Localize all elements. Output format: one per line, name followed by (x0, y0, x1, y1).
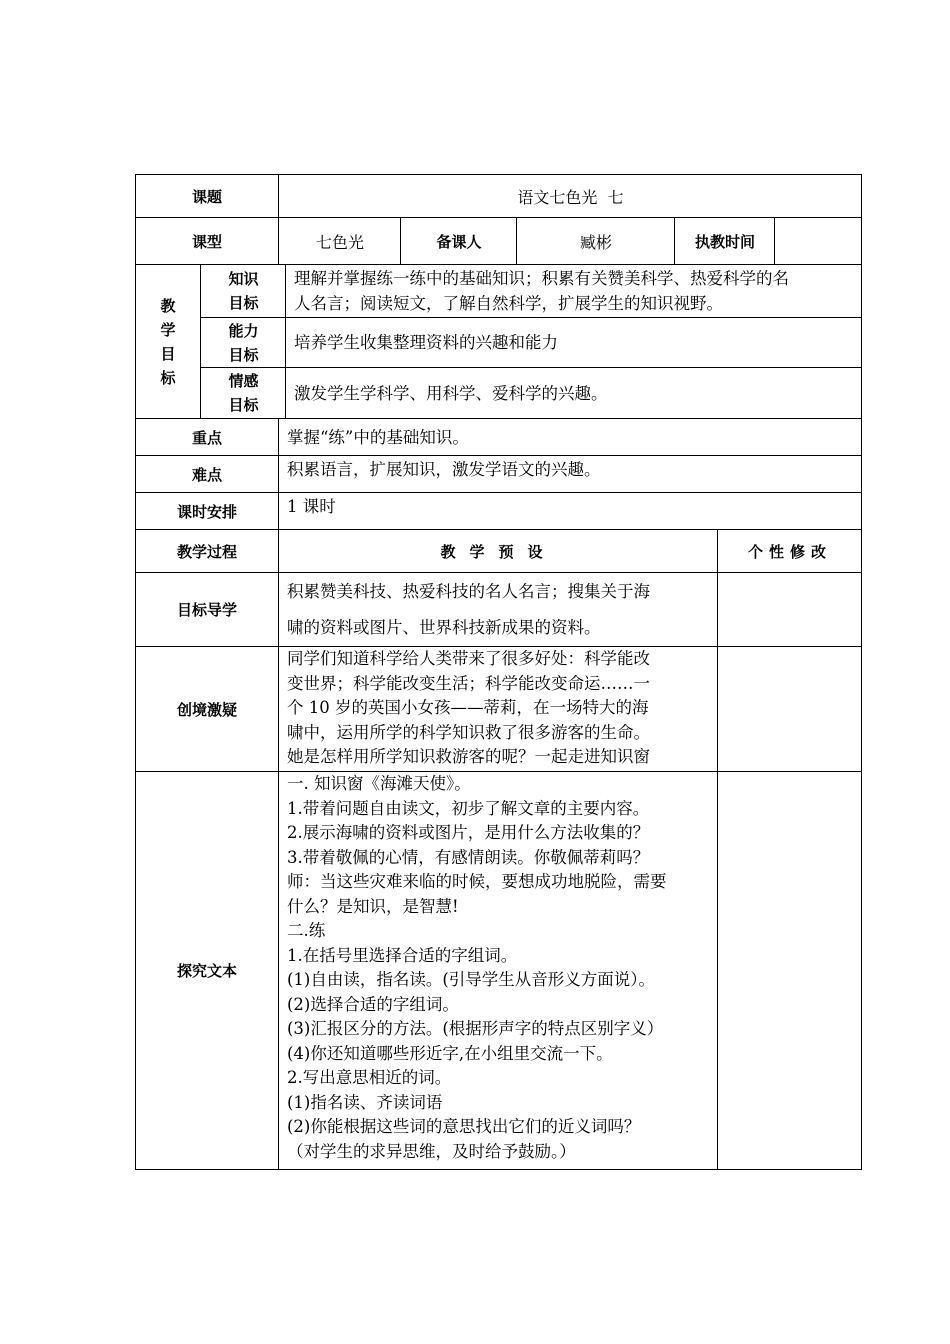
knowledge-goal-label (201, 264, 286, 318)
difficulty-text: 积累语言，扩展知识，激发学语文的兴趣。 (287, 460, 601, 479)
guide-label: 目标导学 (176, 601, 237, 619)
scene-text (279, 647, 718, 772)
ability-label-line: 能力 (228, 321, 259, 340)
emotion-goal-label (201, 367, 286, 419)
knowledge-goal-text (286, 266, 862, 318)
text-line: (2)你能根据这些词的意思找出它们的近义词吗？ (287, 1117, 641, 1136)
knowledge-label-line: 知识 (228, 270, 259, 288)
text-line: 师：当这些灾难来临的时候，要想成功地脱险，需要 (287, 872, 667, 891)
text-line: 变世界；科学能改变生活；科学能改变命运……一 (287, 673, 650, 693)
lesson-plan-table (135, 174, 862, 1170)
text-line: 3.带着敬佩的心情，有感情朗读。你敬佩蒂莉吗？ (287, 847, 650, 867)
schedule-text: 1 课时 (287, 497, 336, 516)
emotion-goal-text: 激发学生学科学、用科学、爱科学的兴趣。 (294, 383, 608, 403)
preparer-value: 臧彬 (579, 232, 612, 252)
design-header: 教学预设 (440, 542, 557, 561)
text-line: 1.带着问题自由读文，初步了解文章的主要内容。 (287, 798, 650, 818)
text-line: (3)汇报区分的方法。(根据形声字的特点区别字义） (287, 1019, 664, 1038)
modify-header: 个性修改 (747, 542, 832, 561)
text-line: 一. 知识窗《海滩天使》。 (287, 774, 471, 793)
explore-label: 探究文本 (176, 962, 237, 980)
teach-time-value (775, 217, 862, 265)
key-point-text: 掌握“练”中的基础知识。 (287, 427, 469, 447)
preparer-label: 备课人 (436, 232, 482, 251)
goals-char: 标 (160, 368, 176, 387)
guide-text (279, 572, 718, 647)
scene-label: 创境激疑 (176, 700, 237, 719)
text-line: 2.展示海啸的资料或图片，是用什么方法收集的？ (287, 823, 650, 842)
goals-char: 教 (160, 296, 176, 315)
process-label: 教学过程 (176, 542, 237, 561)
type-value: 七色光 (315, 232, 364, 252)
teach-time-label: 执教时间 (694, 232, 755, 251)
emotion-label-line: 目标 (228, 396, 259, 414)
text-line: 同学们知道科学给人类带来了很多好处：科学能改 (287, 649, 650, 668)
ability-label-line: 目标 (228, 345, 259, 364)
text-line: 理解并掌握练一练中的基础知识；积累有关赞美科学、热爱科学的名 (294, 269, 789, 288)
explore-text (279, 772, 718, 1169)
type-label: 课型 (191, 232, 222, 251)
text-line: (2)选择合适的字组词。 (287, 994, 459, 1014)
topic-value: 语文七色光 七 (517, 187, 624, 207)
difficulty-label: 难点 (191, 465, 222, 484)
text-line: 啸的资料或图片、世界科技新成果的资料。 (287, 618, 601, 637)
ability-goal-text: 培养学生收集整理资料的兴趣和能力 (294, 333, 558, 352)
text-line: (1)指名读、齐读词语 (287, 1092, 443, 1112)
knowledge-label-line: 目标 (228, 294, 259, 312)
text-line: 个 10 岁的英国小女孩——蒂莉，在一场特大的海 (287, 698, 649, 717)
goals-char: 目 (160, 344, 176, 363)
text-line: 什么？是知识，是智慧! (287, 896, 459, 916)
schedule-label: 课时安排 (176, 502, 237, 521)
topic-label: 课题 (191, 187, 222, 206)
text-line: 她是怎样用所学知识救游客的呢？一起走进知识窗 (287, 747, 650, 766)
text-line: （对学生的求异思维，及时给予鼓励。） (287, 1141, 576, 1161)
text-line: 二.练 (287, 921, 326, 940)
text-line: (4)你还知道哪些形近字,在小组里交流一下。 (287, 1043, 613, 1063)
text-line: (1)自由读，指名读。(引导学生从音形义方面说）。 (287, 970, 656, 989)
text-line: 2.写出意思相近的词。 (287, 1068, 452, 1087)
goals-char: 学 (160, 320, 176, 339)
text-line: 1.在括号里选择合适的字组词。 (287, 945, 518, 965)
text-line: 积累赞美科技、热爱科技的名人名言；搜集关于海 (287, 582, 650, 601)
emotion-label-line: 情感 (228, 372, 259, 390)
text-line: 人名言；阅读短文，了解自然科学，扩展学生的知识视野。 (294, 294, 723, 313)
goals-group-label (135, 264, 201, 419)
ability-goal-label (201, 317, 286, 368)
key-point-label: 重点 (191, 428, 222, 447)
text-line: 啸中，运用所学的科学知识救了很多游客的生命。 (287, 722, 650, 742)
